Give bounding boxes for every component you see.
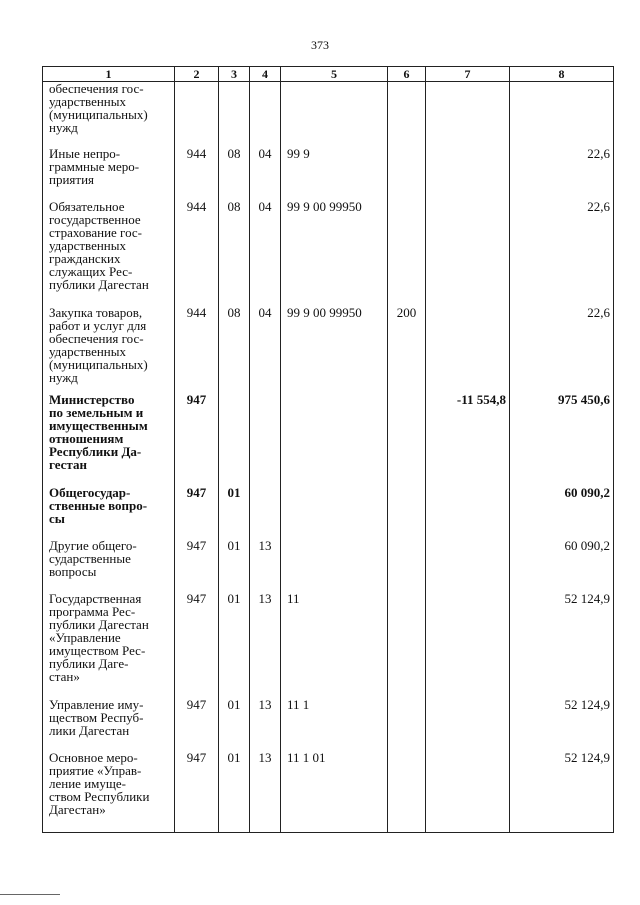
row-col3-cell: 08 (219, 147, 250, 200)
budget-table (42, 66, 614, 833)
row-col3-cell: 08 (219, 306, 250, 393)
row-col7-cell (426, 306, 510, 393)
row-col4-cell: 13 (250, 539, 281, 592)
row-col2-cell: 947 (175, 539, 219, 592)
row-col8-cell: 975 450,6 (510, 393, 614, 486)
table-header-row (43, 67, 614, 82)
column-header: 8 (510, 67, 614, 82)
row-col8-cell: 52 124,9 (510, 592, 614, 698)
row-col6-cell (388, 200, 426, 306)
column-header: 1 (43, 67, 175, 82)
table-row (43, 82, 614, 147)
row-col7-cell (426, 751, 510, 833)
column-header: 6 (388, 67, 426, 82)
row-col5-cell: 11 1 01 (281, 751, 388, 833)
row-name-cell: Общегосудар- ственные вопро- сы (43, 486, 175, 539)
row-col2-cell (175, 82, 219, 147)
row-col2-cell: 947 (175, 751, 219, 833)
row-col8-cell (510, 82, 614, 147)
row-col3-cell (219, 393, 250, 486)
column-header: 5 (281, 67, 388, 82)
row-col8-cell: 52 124,9 (510, 751, 614, 833)
row-col2-cell: 944 (175, 200, 219, 306)
row-col3-cell: 01 (219, 751, 250, 833)
row-col8-cell: 22,6 (510, 147, 614, 200)
column-header: 7 (426, 67, 510, 82)
row-col6-cell (388, 751, 426, 833)
row-col7-cell (426, 82, 510, 147)
row-col8-cell: 60 090,2 (510, 539, 614, 592)
row-col8-cell: 22,6 (510, 306, 614, 393)
row-col7-cell: -11 554,8 (426, 393, 510, 486)
row-col6-cell (388, 539, 426, 592)
row-col7-cell (426, 698, 510, 751)
row-col4-cell (250, 486, 281, 539)
column-header: 3 (219, 67, 250, 82)
row-col4-cell: 13 (250, 592, 281, 698)
row-col7-cell (426, 486, 510, 539)
row-col3-cell: 01 (219, 698, 250, 751)
column-header: 2 (175, 67, 219, 82)
row-col5-cell: 99 9 00 99950 (281, 200, 388, 306)
row-col5-cell (281, 486, 388, 539)
row-col4-cell (250, 82, 281, 147)
row-col5-cell (281, 539, 388, 592)
row-col2-cell: 944 (175, 306, 219, 393)
row-col5-cell (281, 393, 388, 486)
row-col5-cell: 99 9 00 99950 (281, 306, 388, 393)
row-col5-cell (281, 82, 388, 147)
row-name-cell: Иные непро- граммные меро- приятия (43, 147, 175, 200)
table-row (43, 306, 614, 393)
column-header: 4 (250, 67, 281, 82)
row-col6-cell (388, 486, 426, 539)
row-col7-cell (426, 539, 510, 592)
row-col2-cell: 947 (175, 592, 219, 698)
row-col4-cell: 04 (250, 306, 281, 393)
row-col4-cell: 04 (250, 200, 281, 306)
table-row (43, 539, 614, 592)
row-col3-cell: 01 (219, 539, 250, 592)
row-name-cell: Основное меро- приятие «Управ- ление имуще- ством Республики Дагестан» (43, 751, 175, 833)
row-col5-cell: 99 9 (281, 147, 388, 200)
row-col4-cell: 13 (250, 751, 281, 833)
row-col3-cell: 01 (219, 486, 250, 539)
table-row (43, 200, 614, 306)
row-col6-cell (388, 698, 426, 751)
row-col2-cell: 947 (175, 698, 219, 751)
row-name-cell: Обязательное государственное страхование гос- ударственных гражданских служащих Рес- публики Дагестан (43, 200, 175, 306)
table-row (43, 751, 614, 833)
row-col2-cell: 947 (175, 486, 219, 539)
row-col4-cell: 13 (250, 698, 281, 751)
row-col7-cell (426, 592, 510, 698)
row-col7-cell (426, 147, 510, 200)
footer-divider (0, 894, 60, 895)
table-row (43, 592, 614, 698)
row-name-cell: Закупка товаров, работ и услуг для обеспечения гос- ударственных (муниципальных) нужд (43, 306, 175, 393)
page-number: 373 (311, 38, 329, 52)
row-col5-cell: 11 (281, 592, 388, 698)
row-col6-cell: 200 (388, 306, 426, 393)
row-col3-cell: 08 (219, 200, 250, 306)
row-name-cell: обеспечения гос- ударственных (муниципальных) нужд (43, 82, 175, 147)
row-name-cell: Государственная программа Рес- публики Дагестан «Управление имуществом Рес- публики Даге- стан» (43, 592, 175, 698)
row-name-cell: Управление иму- ществом Респуб- лики Дагестан (43, 698, 175, 751)
table-row (43, 393, 614, 486)
row-col5-cell: 11 1 (281, 698, 388, 751)
table-row (43, 147, 614, 200)
row-col6-cell (388, 592, 426, 698)
row-col2-cell: 947 (175, 393, 219, 486)
row-col3-cell: 01 (219, 592, 250, 698)
row-col6-cell (388, 393, 426, 486)
row-col8-cell: 22,6 (510, 200, 614, 306)
row-col6-cell (388, 147, 426, 200)
row-col6-cell (388, 82, 426, 147)
table-row (43, 486, 614, 539)
row-col8-cell: 52 124,9 (510, 698, 614, 751)
row-col3-cell (219, 82, 250, 147)
row-col7-cell (426, 200, 510, 306)
row-col4-cell: 04 (250, 147, 281, 200)
row-name-cell: Другие общего- сударственные вопросы (43, 539, 175, 592)
row-col2-cell: 944 (175, 147, 219, 200)
row-col8-cell: 60 090,2 (510, 486, 614, 539)
row-col4-cell (250, 393, 281, 486)
table-body (43, 82, 614, 833)
table-row (43, 698, 614, 751)
row-name-cell: Министерство по земельным и имущественным отношениям Республики Да- гестан (43, 393, 175, 486)
